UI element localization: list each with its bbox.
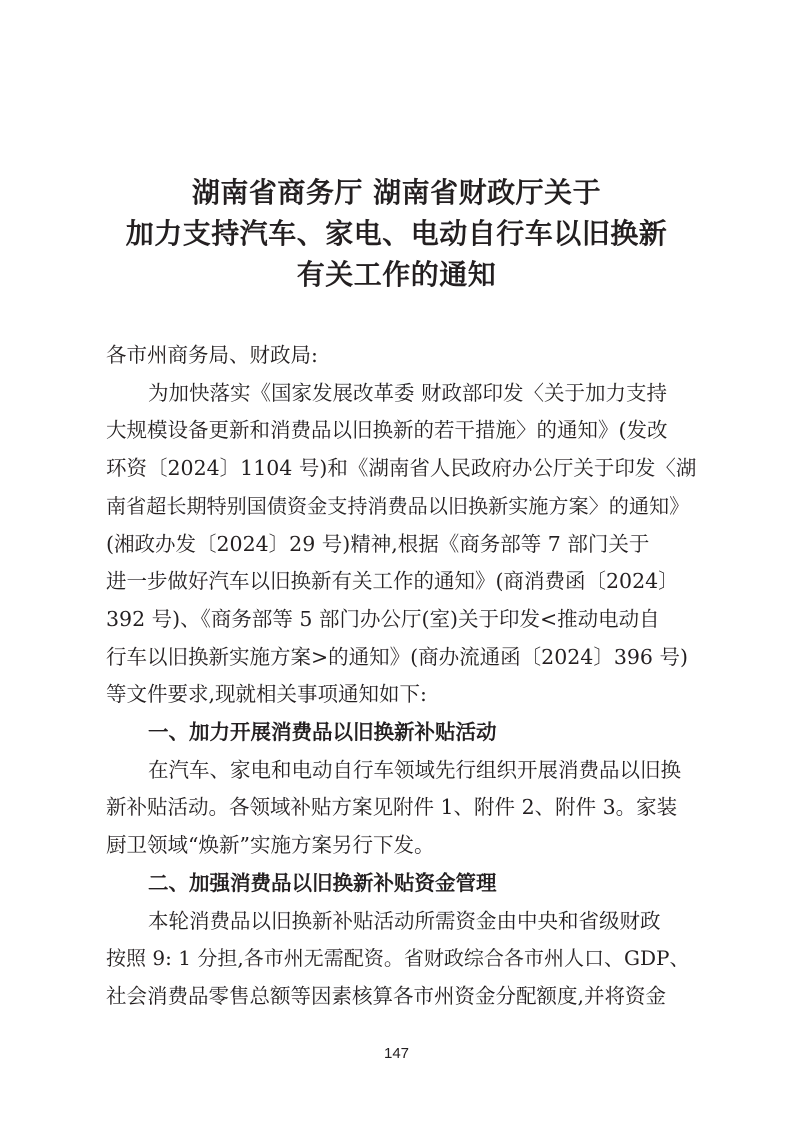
paragraph-line: 大规模设备更新和消费品以旧换新的若干措施〉的通知》(发改: [106, 418, 668, 443]
paragraph-line: 环资〔2024〕1104 号)和《湖南省人民政府办公厅关于印发〈湖: [106, 456, 697, 481]
paragraph-line: 厨卫领域“焕新”实施方案另行下发。: [106, 833, 435, 858]
salutation: 各市州商务局、财政局:: [106, 343, 318, 367]
document-title: [0, 172, 793, 295]
paragraph-line: 社会消费品零售总额等因素核算各市州资金分配额度,并将资金: [106, 983, 667, 1008]
paragraph-line: 等文件要求,现就相关事项通知如下:: [106, 682, 427, 707]
page-number: 147: [383, 1045, 410, 1062]
paragraph-line: (湘政办发〔2024〕29 号)精神,根据《商务部等 7 部门关于: [106, 531, 650, 556]
paragraph-line: 本轮消费品以旧换新补贴活动所需资金由中央和省级财政: [148, 908, 661, 933]
section-heading-2: 二、加强消费品以旧换新补贴资金管理: [148, 870, 497, 895]
title-line-2: 加力支持汽车、家电、电动自行车以旧换新: [125, 217, 668, 250]
paragraph-line: 为加快落实《国家发展改革委 财政部印发〈关于加力支持: [148, 380, 668, 405]
paragraph-line: 南省超长期特别国债资金支持消费品以旧换新实施方案〉的通知》: [106, 493, 690, 518]
title-line-1: 湖南省商务厅 湖南省财政厅关于: [191, 176, 602, 209]
paragraph-line: 进一步做好汽车以旧换新有关工作的通知》(商消费函〔2024〕: [106, 569, 679, 594]
document-body: [106, 337, 696, 1016]
paragraph-line: 在汽车、家电和电动自行车领域先行组织开展消费品以旧换: [148, 757, 681, 782]
paragraph-line: 行车以旧换新实施方案>的通知》(商办流通函〔2024〕396 号): [106, 644, 688, 669]
paragraph-line: 按照 9: 1 分担,各市州无需配资。省财政综合各市州人口、GDP、: [106, 946, 690, 971]
title-line-3: 有关工作的通知: [296, 258, 497, 291]
paragraph-line: 新补贴活动。各领域补贴方案见附件 1、附件 2、附件 3。家装: [106, 795, 678, 820]
section-heading-1: 一、加力开展消费品以旧换新补贴活动: [148, 720, 497, 745]
paragraph-line: 392 号)、《商务部等 5 部门办公厅(室)关于印发<推动电动自: [106, 606, 660, 631]
